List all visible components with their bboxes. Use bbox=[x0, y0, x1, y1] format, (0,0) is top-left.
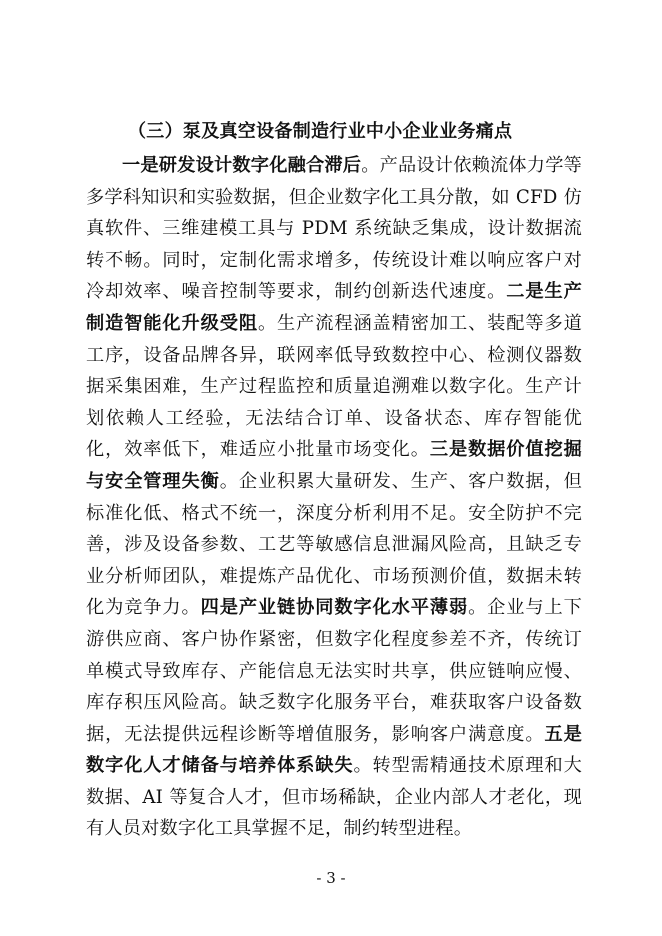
point-2-text: 。生产流程涵盖精密加工、装配等多道工序，设备品牌各异，联网率低导致数控中心、检测仪器数据采集困难，生产过程监控和质量追溯难以数字化。生产计划依赖人工经验，无法结合订单、设备状态、库存智能优化，效率低下，难适应小批量市场变化。 bbox=[86, 312, 582, 461]
page-number: - 3 - bbox=[316, 869, 346, 887]
body-paragraph bbox=[86, 150, 582, 845]
point-5-title: 五是数字化人才储备与培养体系缺失 bbox=[86, 723, 582, 777]
point-4-title: 四是产业链协同数字化水平薄弱 bbox=[200, 597, 469, 619]
point-4-text: 。企业与上下游供应商、客户协作紧密，但数字化程度参差不齐，传统订单模式导致库存、产能信息无法实时共享，供应链响应慢、库存积压风险高。缺乏数字化服务平台，难获取客户设备数据，无法提供远程诊断等增值服务，影响客户满意度。 bbox=[86, 597, 582, 745]
point-2-title: 二是生产制造智能化升级受阻 bbox=[86, 281, 582, 334]
section-heading: （三）泵及真空设备制造行业中小企业业务痛点 bbox=[128, 121, 513, 142]
point-3-text: 。企业积累大量研发、生产、客户数据，但标准化低、格式不统一，深度分析利用不足。安全防护不完善，涉及设备参数、工艺等敏感信息泄漏风险高，且缺乏专业分析师团队，难提炼产品优化、市场预测价值，数据未转化为竞争力。 bbox=[86, 470, 582, 619]
point-1-text: 。产品设计依赖流体力学等多学科知识和实验数据，但企业数字化工具分散，如 CFD 仿真软件、三维建模工具与 PDM 系统缺乏集成，设计数据流转不畅。同时，定制化需求增多，传统设计难以响应客户对冷却效率、噪音控制等要求，制约创新迭代速度。 bbox=[86, 155, 582, 303]
point-5-text: 。转型需精通技术原理和大数据、AI 等复合人才，但市场稀缺，企业内部人才老化，现有人员对数字化工具掌握不足，制约转型进程。 bbox=[86, 755, 582, 840]
point-3-title: 三是数据价值挖掘与安全管理失衡 bbox=[86, 439, 582, 492]
point-1-title: 一是研发设计数字化融合滞后 bbox=[122, 155, 362, 176]
